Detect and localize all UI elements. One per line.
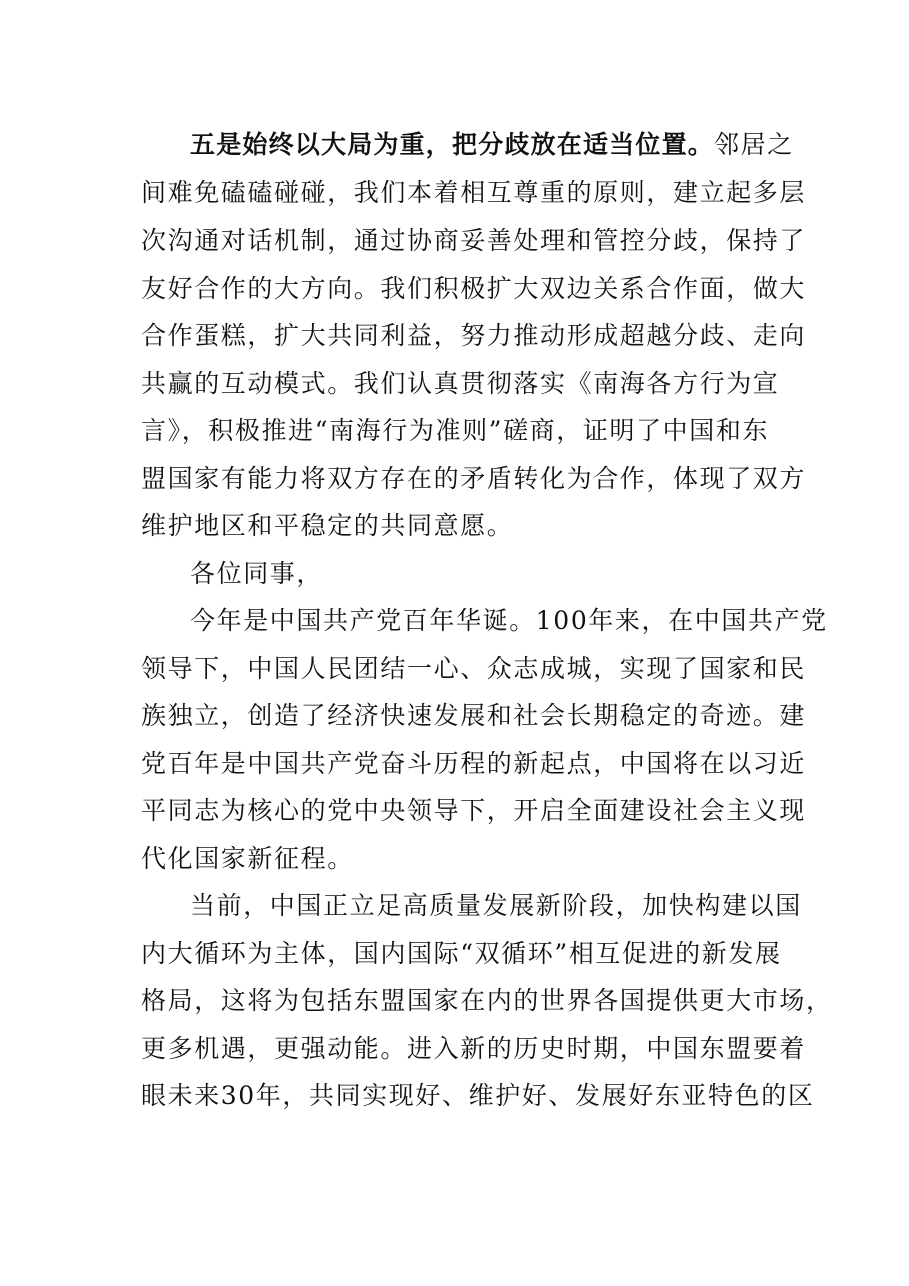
paragraph-1-line-7: 言》，积极推进“南海行为准则”磋商，证明了中国和东: [141, 416, 770, 445]
paragraph-1-line-4: 友好合作的大方向。我们积极扩大双边关系合作面，做大: [141, 274, 807, 303]
paragraph-1-line-8: 盟国家有能力将双方存在的矛盾转化为合作，体现了双方: [141, 464, 807, 493]
paragraph-1-line-9: 维护地区和平稳定的共同意愿。: [141, 511, 514, 540]
paragraph-1-line-5: 合作蛋糕，扩大共同利益，努力推动形成超越分歧、走向: [141, 321, 807, 350]
paragraph-1-line-6: 共赢的互动模式。我们认真贯彻落实《南海各方行为宣: [141, 369, 780, 398]
paragraph-4-line-3: 格局，这将为包括东盟国家在内的世界各国提供更大市场，: [141, 986, 833, 1015]
paragraph-4-line-2: 内大循环为主体，国内国际“双循环”相互促进的新发展: [141, 939, 782, 968]
paragraph-4-line-4: 更多机遇，更强动能。进入新的历史时期，中国东盟要着: [141, 1034, 807, 1063]
paragraph-3-line-1: 今年是中国共产党百年华诞。100年来，在中国共产党: [190, 606, 828, 635]
paragraph-4-line-1: 当前，中国正立足高质量发展新阶段，加快构建以国: [190, 891, 802, 920]
paragraph-3-line-6: 代化国家新征程。: [141, 844, 354, 873]
paragraph-3-line-5: 平同志为核心的党中央领导下，开启全面建设社会主义现: [141, 796, 807, 825]
paragraph-1-line-3: 次沟通对话机制，通过协商妥善处理和管控分歧，保持了: [141, 226, 807, 255]
paragraph-1-bold-lead: 五是始终以大局为重，把分歧放在适当位置。: [190, 130, 715, 159]
paragraph-1-line-1: [190, 125, 820, 165]
paragraph-3-line-4: 党百年是中国共产党奋斗历程的新起点，中国将在以习近: [141, 749, 807, 778]
paragraph-4-line-5: 眼未来30年，共同实现好、维护好、发展好东亚特色的区: [141, 1081, 815, 1110]
paragraph-2-line-1: 各位同事，: [190, 559, 324, 588]
paragraph-3-line-3: 族独立，创造了经济快速发展和社会长期稳定的奇迹。建: [141, 701, 807, 730]
paragraph-1-line-2: 间难免磕磕碰碰，我们本着相互尊重的原则，建立起多层: [141, 178, 807, 207]
paragraph-1-line-1-text: 邻居之: [714, 130, 794, 159]
paragraph-3-line-2: 领导下，中国人民团结一心、众志成城，实现了国家和民: [141, 654, 807, 683]
